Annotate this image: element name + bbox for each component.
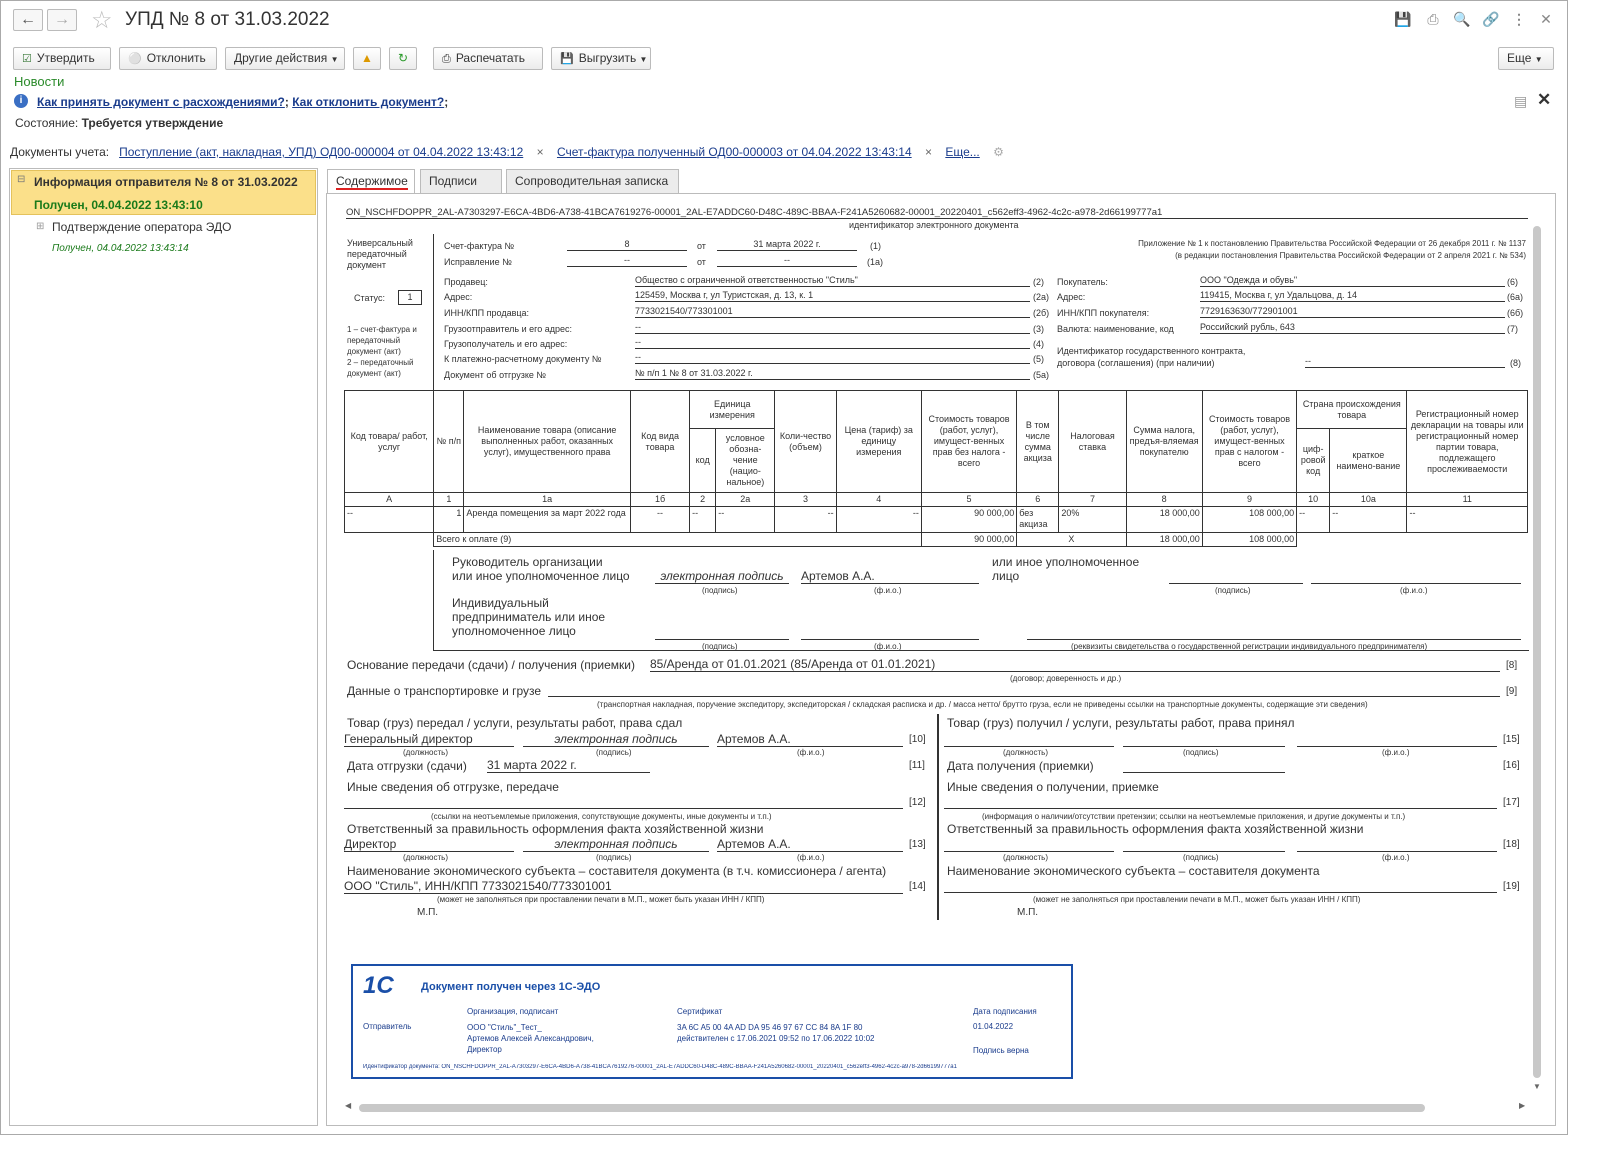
ref-19: [19] (1503, 881, 1520, 892)
other-recv-value (944, 808, 1497, 809)
upd-label: Универсальный передаточный документ (347, 238, 413, 270)
cap-sign-2: (подпись) (1215, 586, 1251, 595)
invoice-doc-link[interactable]: Счет-фактура полученный ОД00-000003 от 04.04.2022 13:43:14 (556, 145, 912, 159)
column-number: 10а (1330, 493, 1407, 507)
ref-15: [15] (1503, 734, 1520, 745)
received-name (1297, 746, 1497, 747)
seller-row-label: Документ об отгрузке № (444, 370, 547, 380)
tab-signatures[interactable]: Подписи (420, 169, 502, 193)
structure-button[interactable] (353, 47, 381, 70)
col-tax: Сумма налога, предъя-вляемая покупателю (1126, 391, 1202, 493)
dropdown-arrow-icon: ▼ (330, 55, 339, 64)
column-number: 8 (1126, 493, 1202, 507)
cap-sign-7: (подпись) (1183, 853, 1219, 862)
disk-icon: 💾 (560, 53, 574, 65)
col-no: № п/п (434, 391, 464, 493)
buyer-row-ref: (6а) (1507, 292, 1524, 302)
status-value: 1 (398, 290, 422, 305)
seller-row-label: Адрес: (444, 292, 473, 302)
status-label: Статус: (354, 293, 385, 303)
reject-button[interactable]: ⚪ Отклонить (119, 47, 217, 70)
passed-position: Генеральный директор (344, 732, 514, 747)
link-icon[interactable]: 🔗 (1482, 11, 1500, 27)
edo-sender: Отправитель (363, 1022, 412, 1031)
upd-document-view (326, 193, 1556, 1126)
head-name: Артемов А.А. (801, 569, 979, 584)
table-row: -- 1 Аренда помещения за март 2022 года -- -- -- -- -- 90 000,00 без акциза 20% 18 000,00 108 000,00 -- -- -- (345, 507, 1528, 533)
ip-cert (1027, 639, 1521, 640)
col-rate: Налоговая ставка (1059, 391, 1126, 493)
seller-row-value: -- (635, 322, 1030, 334)
cap-sign-3: (подпись) (702, 642, 738, 651)
ip-cap: (реквизиты свидетельства о государственной регистрации индивидуального предпринимателя) (1071, 642, 1428, 651)
fix-no: -- (567, 255, 687, 267)
table-total-row: Всего к оплате (9) 90 000,00 Х 18 000,00 108 000,00 (345, 533, 1528, 547)
back-button[interactable] (13, 9, 43, 31)
seller-row-value: № п/п 1 № 8 от 31.03.2022 г. (635, 368, 1030, 380)
how-to-reject-link[interactable]: Как отклонить документ? (292, 95, 445, 109)
seller-row-ref: (5) (1033, 354, 1044, 364)
entity-recv-label: Наименование экономического субъекта – составителя документа (947, 864, 1320, 878)
edo-col-org: Организация, подписант (467, 1007, 559, 1016)
contract-ref: (8) (1510, 358, 1521, 368)
resp-sign: электронная подпись (523, 837, 709, 852)
buyer-row-ref: (6) (1507, 277, 1518, 287)
cap-sign-5: (подпись) (596, 853, 632, 862)
contract-label-1: Идентификатор государственного контракта, (1057, 346, 1246, 356)
col-excise: В том числе сумма акциза (1017, 391, 1059, 493)
scroll-left-icon[interactable]: ◀ (345, 1101, 352, 1110)
scroll-right-icon[interactable]: ▶ (1519, 1101, 1526, 1110)
invoice-no: 8 (567, 239, 687, 251)
approve-button[interactable]: ☑ Утвердить (13, 47, 111, 70)
column-number: 1а (464, 493, 631, 507)
stamp-place: М.П. (417, 907, 439, 918)
resp-recv-sign (1123, 851, 1285, 852)
collapse-icon[interactable]: ⊟ (17, 174, 26, 185)
edo-id-line: Идентификатор документа: ON_NSCHFDOPPR_2AL-A7303297-E6CA-4BD6-A738-41BCA7619276-00001_2AL-E7ADDC60-D48C-489C-BBAA-F241A5260682-00001_20220401_c562eff3-4962-4c2c-a978-2d66199777a1 (363, 1064, 957, 1070)
tree-item-operator-status: Получен, 04.04.2022 13:43:14 (52, 243, 189, 254)
chief-acc-sign (1169, 583, 1303, 584)
fix-date: -- (717, 255, 857, 267)
vertical-scrollbar[interactable] (1533, 226, 1541, 1078)
ref-11: [11] (909, 760, 925, 771)
buyer-row-value: Российский рубль, 643 (1200, 322, 1505, 334)
basis-ref: [8] (1506, 660, 1518, 671)
arrow-left-icon: ← (20, 11, 36, 28)
remove-doc2-icon[interactable]: × (924, 145, 932, 159)
seller-row-ref: (4) (1033, 339, 1044, 349)
seller-row-ref: (3) (1033, 324, 1044, 334)
ref-18: [18] (1503, 839, 1520, 850)
tab-cover-note[interactable]: Сопроводительная записка (506, 169, 679, 193)
col-country-name: краткое наимено-вание (1330, 429, 1407, 493)
accept-with-discrepancy-link[interactable]: Как принять документ с расхождениями? (37, 95, 285, 109)
ship-date: 31 марта 2022 г. (487, 758, 650, 773)
cap-position-4: (должность) (1003, 853, 1048, 862)
column-number: 2 (690, 493, 716, 507)
other-ship-value (344, 808, 903, 809)
edo-org-block: ООО "Стиль"_Тест_ Артемов Алексей Александрович, Директор (467, 1023, 594, 1054)
resp-position: Директор (344, 837, 514, 852)
ref-13: [13] (909, 839, 926, 850)
edo-title: Документ получен через 1С-ЭДО (421, 981, 601, 993)
vertical-divider (433, 550, 434, 650)
entity-label: Наименование экономического субъекта – составителя документа (в т.ч. комиссионера / агента) (347, 864, 887, 878)
resp-name: Артемов А.А. (717, 837, 903, 852)
passed-sign: электронная подпись (523, 732, 709, 747)
dropdown-arrow-icon: ▼ (1534, 55, 1543, 64)
transport-cap: (транспортная накладная, поручение экспедитору, экспедиторская / складская расписка и др. / масса нетто/ брутто груза, если не приведены ссылки на транспортные документы, содержащие эти сведения) (597, 700, 1368, 709)
chief-acc-name (1311, 583, 1521, 584)
seller-row-label: К платежно-расчетному документу № (444, 354, 602, 364)
column-number: 6 (1017, 493, 1059, 507)
edo-col-date: Дата подписания (973, 1007, 1037, 1016)
column-number: 1 (434, 493, 464, 507)
contract-label-2: договора (соглашения) (при наличии) (1057, 358, 1215, 368)
ref-17: [17] (1503, 797, 1520, 808)
seller-row-value: 125459, Москва г, ул Туристская, д. 13, к. 1 (635, 290, 1030, 302)
cap-sign: (подпись) (702, 586, 738, 595)
table-numbers-row (345, 493, 1528, 507)
vertical-divider (433, 234, 434, 390)
resp-label: Ответственный за правильность оформления факта хозяйственной жизни (347, 822, 764, 836)
ref-10: [10] (909, 734, 926, 745)
seller-row-value: 7733021540/773301001 (635, 306, 1030, 318)
entity-cap: (может не заполняться при проставлении печати в М.П., может быть указан ИНН / КПП) (437, 895, 765, 904)
buyer-row-label: Адрес: (1057, 292, 1086, 302)
col-country: Страна происхождения товара (1297, 391, 1407, 429)
other-ship-label: Иные сведения об отгрузке, передаче (347, 780, 559, 794)
contract-value: -- (1305, 356, 1505, 368)
buyer-row-value: 119415, Москва г, ул Удальцова, д. 14 (1200, 290, 1505, 302)
cap-fio-7: (ф.и.о.) (1382, 853, 1410, 862)
edo-col-cert: Сертификат (677, 1007, 723, 1016)
approve-icon: ☑ (22, 53, 32, 65)
basis-label: Основание передачи (сдачи) / получения (приемки) (347, 658, 635, 672)
other-recv-cap: (информация о наличии/отсутствии претензии; ссылки на неотъемлемые приложения, и другие документы и т.п.) (982, 812, 1406, 821)
center-divider (937, 714, 939, 920)
edo-cert-block: 3A 6C A5 00 4A AD DA 95 46 97 67 CC 84 8A 1F 80 действителен с 17.06.2021 09:52 по 17.06.2022 10:02 (677, 1023, 875, 1043)
invoice-no-label: Счет-фактура № (444, 241, 515, 251)
from-label-2: от (697, 257, 706, 267)
appendix-note: Приложение № 1 к постановлению Правительства Российской Федерации от 26 декабря 2011 г. № 1137 (в редакции постановления Правительства Российской Федерации от 2 апреля 2021 г. № 534) (1138, 239, 1526, 260)
seller-row-label: Грузополучатель и его адрес: (444, 339, 568, 349)
transport-value (548, 696, 1500, 697)
ip-name (801, 639, 979, 640)
close-news-icon[interactable]: ✕ (1537, 90, 1552, 109)
basis-cap: (договор; доверенность и др.) (1010, 674, 1122, 683)
cap-position-3: (должность) (1003, 748, 1048, 757)
settings-gear-icon[interactable]: ⚙ (993, 145, 1004, 159)
save-icon[interactable]: 💾 (1394, 11, 1412, 27)
buyer-row-ref: (6б) (1507, 308, 1524, 318)
edo-logo: 1С (363, 972, 394, 999)
resp-recv-name (1297, 851, 1497, 852)
file-id-caption: идентификатор электронного документа (849, 220, 1019, 230)
col-kind: Код вида товара (630, 391, 689, 493)
cap-position-2: (должность) (403, 853, 448, 862)
cap-fio: (ф.и.о.) (874, 586, 902, 595)
window-title: УПД № 8 от 31.03.2022 (125, 9, 330, 30)
print-button[interactable]: ⎙ Распечатать (433, 47, 543, 70)
col-price: Цена (тариф) за единицу измерения (836, 391, 921, 493)
news-links: Как принять документ с расхождениями?; Как отклонить документ?; (37, 95, 449, 109)
head-sign: электронная подпись (655, 569, 789, 584)
structure-icon: ▲ (361, 51, 373, 65)
tree-item-sender-info[interactable]: ⊟ Информация отправителя № 8 от 31.03.2022 Получен, 04.04.2022 13:43:10 (11, 170, 316, 215)
buyer-row-value: 7729163630/772901001 (1200, 306, 1505, 318)
passed-name: Артемов А.А. (717, 732, 903, 747)
info-icon: i (14, 94, 28, 108)
passed-label: Товар (груз) передал / услуги, результаты работ, права сдал (347, 716, 683, 730)
received-sign (1123, 746, 1285, 747)
news-label: Новости (14, 74, 65, 89)
cap-fio-3: (ф.и.о.) (874, 642, 902, 651)
edo-date: 01.04.2022 (973, 1022, 1014, 1031)
chief-acc-label: или иное уполномоченное лицо (992, 555, 1140, 583)
col-unit-code: код (690, 429, 716, 493)
state-row: Состояние: Требуется утверждение (15, 116, 224, 130)
received-label: Товар (груз) получил / услуги, результаты работ, права принял (947, 716, 1295, 730)
table-header-row (345, 391, 1528, 429)
other-ship-cap: (ссылки на неотъемлемые приложения, сопутствующие документы, иные документы и т.п.) (431, 812, 772, 821)
ship-date-label: Дата отгрузки (сдачи) (347, 759, 467, 773)
col-code: Код товара/ работ, услуг (345, 391, 434, 493)
printer-icon: ⎙ (442, 53, 451, 65)
ref-1: (1) (870, 241, 881, 251)
print-icon[interactable]: ⎙ (1427, 11, 1439, 27)
document-tree (9, 168, 318, 1126)
entity-value: ООО "Стиль", ИНН/КПП 7733021540/773301001 (344, 879, 903, 894)
horizontal-scrollbar[interactable] (359, 1104, 1425, 1112)
stamp-place-2: М.П. (1017, 907, 1039, 918)
menu-dots-icon[interactable]: ⋮ (1512, 11, 1526, 27)
col-unit: Единица измерения (690, 391, 775, 429)
other-recv-label: Иные сведения о получении, приемке (947, 780, 1159, 794)
column-number: 5 (921, 493, 1016, 507)
refresh-icon: ↻ (397, 51, 409, 65)
column-number: 10 (1297, 493, 1330, 507)
column-number: 2а (716, 493, 775, 507)
head-label: Руководитель организации или иное уполномоченное лицо (452, 555, 630, 583)
col-cost: Стоимость товаров (работ, услуг), имущест-венных прав без налога - всего (921, 391, 1016, 493)
cap-fio-2: (ф.и.о.) (1400, 586, 1428, 595)
export-button[interactable]: 💾 Выгрузить ▼ (551, 47, 651, 70)
column-number: 11 (1407, 493, 1528, 507)
transport-ref: [9] (1506, 686, 1518, 697)
seller-row-label: ИНН/КПП продавца: (444, 308, 530, 318)
seller-row-ref: (5а) (1033, 370, 1050, 380)
resp-recv-label: Ответственный за правильность оформления факта хозяйственной жизни (947, 822, 1364, 836)
file-id: ON_NSCHFDOPPR_2AL-A7303297-E6CA-4BD6-A738-41BCA7619276-00001_2AL-E7ADDC60-D48C-489C-BBAA-F241A5260682-00001_20220401_c562eff3-4962-4c2c-a978-2d66199777a1 (346, 207, 1528, 219)
basis-value: 85/Аренда от 01.01.2021 (85/Аренда от 01.01.2021) (650, 657, 1500, 672)
buyer-row-label: Покупатель: (1057, 277, 1108, 287)
recv-date (1123, 772, 1285, 773)
more-button[interactable]: Еще ▼ (1498, 47, 1554, 70)
seller-row-value: Общество с ограниченной ответственностью "Стиль" (635, 275, 1030, 287)
seller-row-value: -- (635, 352, 1030, 364)
cap-sign-6: (подпись) (1183, 748, 1219, 757)
other-actions-button[interactable]: Другие действия ▼ (225, 47, 345, 70)
favorite-star-icon[interactable]: ☆ (91, 7, 113, 34)
ip-sign (655, 639, 789, 640)
buyer-row-ref: (7) (1507, 324, 1518, 334)
entity-recv-value (944, 892, 1497, 893)
ip-label: Индивидуальный предприниматель или иное уполномоченное лицо (452, 596, 606, 638)
buyer-row-label: Валюта: наименование, код (1057, 324, 1174, 334)
cap-position: (должность) (403, 748, 448, 757)
close-window-icon[interactable]: ✕ (1540, 11, 1552, 27)
receipt-doc-link[interactable]: Поступление (акт, накладная, УПД) ОД00-000004 от 04.04.2022 13:43:12 (119, 145, 524, 159)
col-qty: Коли-чество (объем) (775, 391, 836, 493)
col-total: Стоимость товаров (работ, услуг), имущест-венных прав с налогом - всего (1202, 391, 1296, 493)
fix-label: Исправление № (444, 257, 512, 267)
seller-row-ref: (2б) (1033, 308, 1050, 318)
col-decl: Регистрационный номер декларации на товары или регистрационный номер партии товара, подлежащего прослеживаемости (1407, 391, 1528, 493)
goods-table (344, 390, 1528, 547)
transport-label: Данные о транспортировке и грузе (347, 684, 542, 698)
more-docs-link[interactable]: Еще... (945, 145, 980, 159)
column-number: А (345, 493, 434, 507)
ref-1a: (1а) (867, 257, 884, 267)
column-number: 1б (630, 493, 689, 507)
edo-stamp (351, 964, 1073, 1079)
invoice-date: 31 марта 2022 г. (717, 239, 857, 251)
column-number: 7 (1059, 493, 1126, 507)
preview-icon[interactable]: 🔍 (1453, 11, 1471, 27)
cap-fio-5: (ф.и.о.) (797, 853, 825, 862)
tab-content[interactable]: Содержимое (327, 169, 415, 193)
from-label: от (697, 241, 706, 251)
column-number: 3 (775, 493, 836, 507)
seller-row-ref: (2) (1033, 277, 1044, 287)
column-number: 4 (836, 493, 921, 507)
recv-date-label: Дата получения (приемки) (947, 759, 1094, 773)
col-unit-name: условное обозна-чение (нацио-нальное) (716, 429, 775, 493)
dropdown-arrow-icon: ▼ (639, 55, 648, 64)
forward-button[interactable] (47, 9, 77, 31)
col-country-code: циф-ровой код (1297, 429, 1330, 493)
cap-fio-4: (ф.и.о.) (797, 748, 825, 757)
arrow-right-icon: → (54, 11, 70, 28)
accounting-docs-row: Документы учета: Поступление (акт, накладная, УПД) ОД00-000004 от 04.04.2022 13:43:12 × Счет-фактура полученный ОД00-000003 от 04.04.2022 13:43:14 × Еще... ⚙ (10, 145, 1004, 159)
cap-fio-6: (ф.и.о.) (1382, 748, 1410, 757)
seller-row-label: Продавец: (444, 277, 488, 287)
tree-item-operator-confirm[interactable]: Подтверждение оператора ЭДО (52, 220, 232, 234)
seller-row-ref: (2а) (1033, 292, 1050, 302)
scroll-down-icon[interactable]: ▼ (1533, 1082, 1541, 1091)
received-position (944, 746, 1114, 747)
col-name: Наименование товара (описание выполненных работ, оказанных услуг), имущественного права (464, 391, 631, 493)
state-value: Требуется утверждение (81, 116, 224, 130)
ref-12: [12] (909, 797, 926, 808)
cap-sign-4: (подпись) (596, 748, 632, 757)
seller-row-value: -- (635, 337, 1030, 349)
buyer-row-value: ООО "Одежда и обувь" (1200, 275, 1505, 287)
reject-icon: ⚪ (128, 53, 142, 65)
notes-icon[interactable]: ▤ (1514, 93, 1528, 109)
buyer-row-label: ИНН/КПП покупателя: (1057, 308, 1150, 318)
seller-row-label: Грузоотправитель и его адрес: (444, 324, 572, 334)
resp-recv-position (944, 851, 1114, 852)
status-note: 1 – счет-фактура и передаточный документ (акт) 2 – передаточный документ (акт) (347, 325, 417, 378)
refresh-button[interactable] (389, 47, 417, 70)
expand-icon[interactable]: ⊞ (36, 221, 45, 232)
entity-recv-cap: (может не заполняться при проставлении печати в М.П., может быть указан ИНН / КПП) (1033, 895, 1361, 904)
column-number: 9 (1202, 493, 1296, 507)
ref-16: [16] (1503, 760, 1520, 771)
ref-14: [14] (909, 881, 926, 892)
remove-doc1-icon[interactable]: × (536, 145, 544, 159)
edo-verified: Подпись верна (973, 1046, 1029, 1055)
